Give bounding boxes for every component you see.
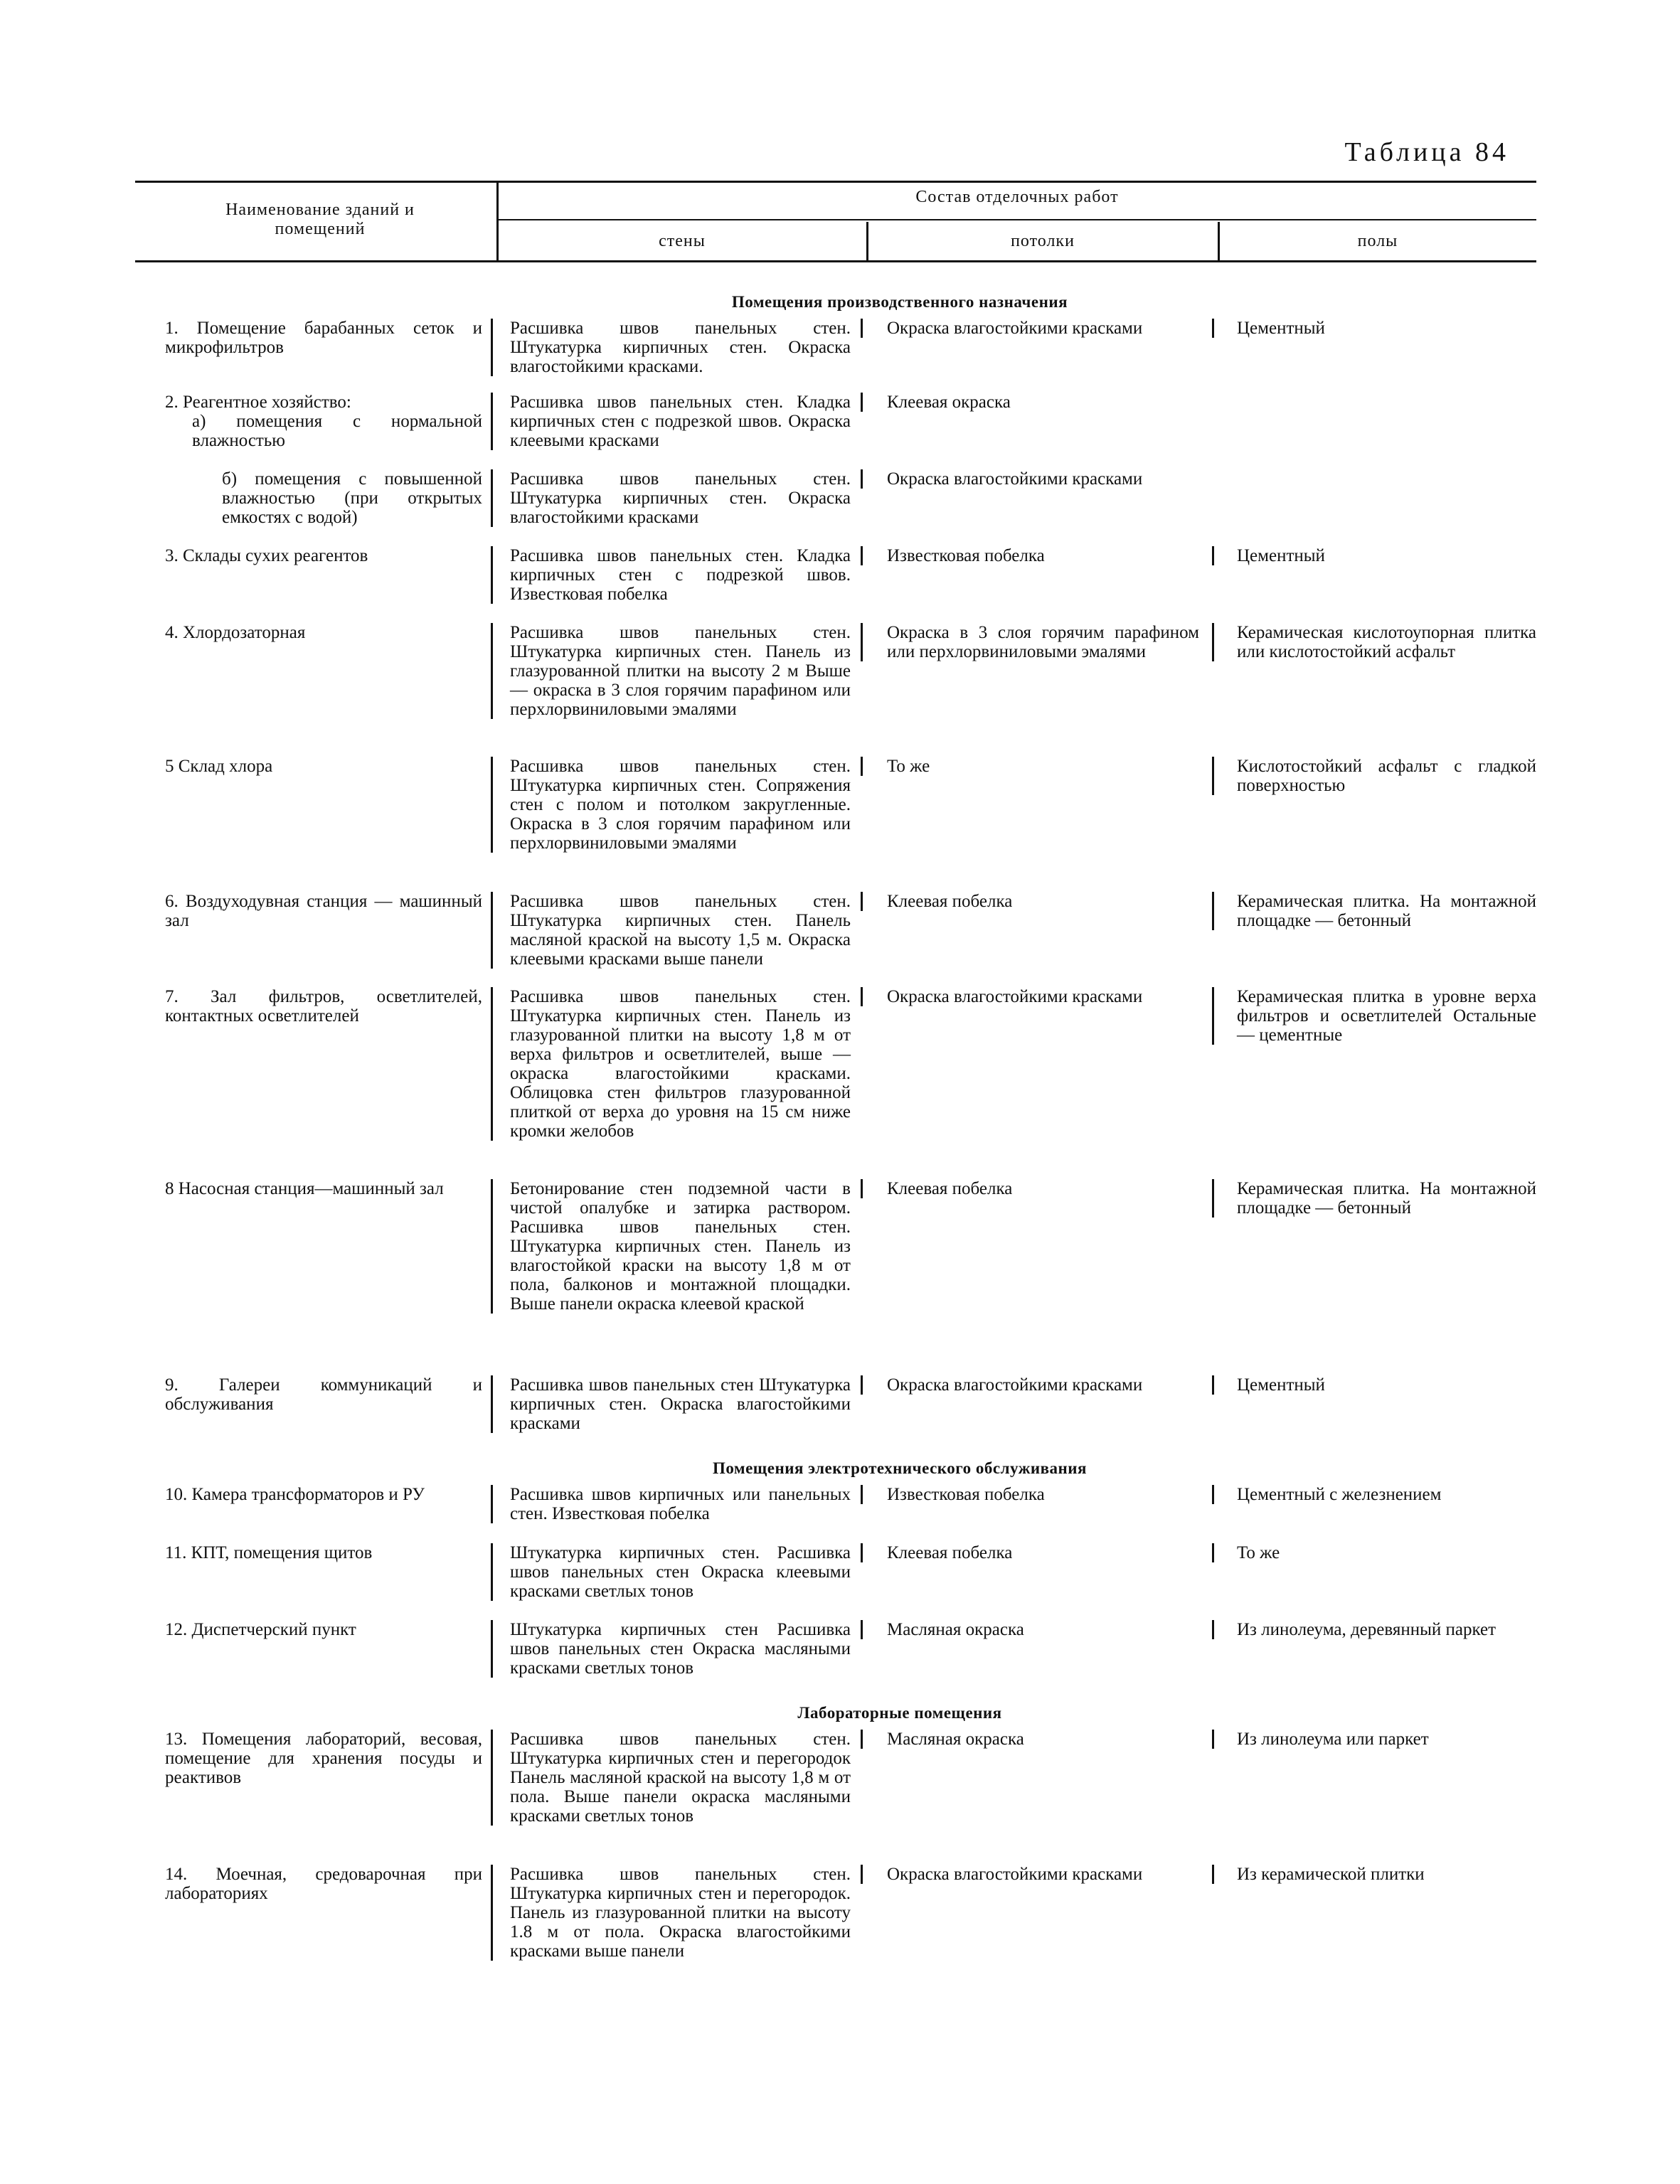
- table-title: Таблица 84: [1344, 137, 1509, 167]
- table-row: [135, 757, 1536, 892]
- table-row: [135, 1179, 1536, 1375]
- room-name: 1. Помещение барабанных сеток и микрофильтров: [165, 319, 482, 357]
- walls-finish: Расшивка швов панельных стен. Штукатурка кирпичных стен. Панель из глазурованной плитки на высоту 2 м Выше — окраска в 3 слоя горячим парафином или перхлорвиниловыми эмалями: [491, 623, 861, 719]
- floors-finish: Кислотостойкий асфальт с гладкой поверхностью: [1212, 757, 1536, 795]
- room-name: 3. Склады сухих реагентов: [165, 546, 368, 565]
- room-name: 7. Зал фильтров, осветлителей, контактных осветлителей: [165, 987, 482, 1026]
- floors-finish: Цементный с железнением: [1212, 1485, 1536, 1504]
- table-row: [135, 892, 1536, 987]
- room-name: 6. Воздуходувная станция — машинный зал: [165, 892, 482, 930]
- table-row: [135, 1865, 1536, 1990]
- floors-finish: Цементный: [1212, 1375, 1536, 1395]
- walls-finish: Расшивка швов панельных стен. Штукатурка кирпичных стен и перегородок. Панель из глазурованной плитки на высоту 1.8 м от пола. Окраска влагостойкими красками выше панели: [491, 1865, 861, 1961]
- walls-finish: Расшивка швов панельных стен. Штукатурка кирпичных стен. Сопряжения стен с полом и потолком закругленные. Окраска в 3 слоя горячим парафином или перхлорвиниловыми эмалями: [491, 757, 861, 853]
- section-title: Помещения электротехнического обслуживания: [712, 1459, 1087, 1477]
- header-walls-column: стены: [659, 232, 706, 250]
- table-row: [135, 319, 1536, 393]
- floors-finish: Керамическая кислотоупорная плитка или кислотостойкий асфальт: [1212, 623, 1536, 661]
- room-name: б) помещения с повышенной влажностью (при открытых емкостях с водой): [222, 469, 482, 527]
- floors-finish: Керамическая плитка. На монтажной площадке — бетонный: [1212, 892, 1536, 930]
- header-floors-column: полы: [1357, 232, 1398, 250]
- floors-finish: Из линолеума или паркет: [1212, 1730, 1536, 1749]
- section-title: Помещения производственного назначения: [731, 293, 1068, 311]
- ceilings-finish: Окраска влагостойкими красками: [861, 987, 1212, 1006]
- ceilings-finish: Клеевая окраска: [861, 393, 1212, 412]
- walls-finish: Бетонирование стен подземной части в чистой опалубке и затирка раствором. Расшивка швов панельных стен. Штукатурка кирпичных стен. Панель из влагостойкой краски на высоту 1,8 м от пола, балконов и монтажной площадки. Выше панели окраска клеевой краской: [491, 1179, 861, 1314]
- walls-finish: Расшивка швов панельных стен. Штукатурка кирпичных стен. Окраска влагостойкими красками: [491, 469, 861, 527]
- room-name: 2. Реагентное хозяйство: а) помещения с нормальной влажностью: [165, 393, 482, 450]
- table-row: [135, 1620, 1536, 1697]
- room-name: 4. Хлордозаторная: [165, 623, 306, 642]
- header-group-column: Состав отделочных работ: [915, 188, 1119, 206]
- room-name: 5 Склад хлора: [165, 757, 273, 776]
- walls-finish: Расшивка швов панельных стен Штукатурка кирпичных стен. Окраска влагостойкими красками: [491, 1375, 861, 1433]
- floors-finish: То же: [1212, 1543, 1536, 1562]
- table-row: [135, 987, 1536, 1179]
- section-title: Лабораторные помещения: [797, 1704, 1002, 1722]
- walls-finish: Расшивка швов панельных стен. Штукатурка кирпичных стен. Панель из глазурованной плитки на высоту 1,8 м от верха фильтров и осветлителей, выше — окраска влагостойкими красками. Облицовка стен фильтров глазурованной плиткой от верха до уровня на 15 см ниже кромки желобов: [491, 987, 861, 1141]
- ceilings-finish: То же: [861, 757, 1212, 776]
- walls-finish: Расшивка швов панельных стен. Штукатурка кирпичных стен и перегородок Панель масляной краской на высоту 1,8 м от пола. Выше панели окраска масляными красками светлых тонов: [491, 1730, 861, 1826]
- ceilings-finish: Масляная окраска: [861, 1730, 1212, 1749]
- header-bottom-rule: [135, 260, 1536, 262]
- table-row: [135, 1543, 1536, 1620]
- table-row: [135, 393, 1536, 469]
- walls-finish: Расшивка швов панельных стен. Кладка кирпичных стен с подрезкой швов. Известковая побелка: [491, 546, 861, 604]
- floors-finish: Из линолеума, деревянный паркет: [1212, 1620, 1536, 1639]
- room-name: 12. Диспетчерский пункт: [165, 1620, 356, 1639]
- ceilings-finish: Масляная окраска: [861, 1620, 1212, 1639]
- header-ceilings-column: потолки: [1011, 232, 1075, 250]
- floors-finish: Керамическая плитка. На монтажной площадке — бетонный: [1212, 1179, 1536, 1218]
- walls-finish: Штукатурка кирпичных стен Расшивка швов панельных стен Окраска масляными красками светлых тонов: [491, 1620, 861, 1678]
- ceilings-finish: Окраска влагостойкими красками: [861, 319, 1212, 338]
- table-row: [135, 469, 1536, 546]
- room-name: 11. КПТ, помещения щитов: [165, 1543, 373, 1562]
- ceilings-finish: Клеевая побелка: [861, 892, 1212, 911]
- table-row: [135, 546, 1536, 623]
- ceilings-finish: Окраска влагостойкими красками: [861, 1375, 1212, 1395]
- ceilings-finish: Окраска в 3 слоя горячим парафином или перхлорвиниловыми эмалями: [861, 623, 1212, 661]
- ceilings-finish: Клеевая побелка: [861, 1179, 1212, 1198]
- ceilings-finish: Клеевая побелка: [861, 1543, 1212, 1562]
- ceilings-finish: Известковая побелка: [861, 1485, 1212, 1504]
- ceilings-finish: Окраска влагостойкими красками: [861, 469, 1212, 489]
- floors-finish: Цементный: [1212, 546, 1536, 565]
- floors-finish: Из керамической плитки: [1212, 1865, 1536, 1884]
- room-name: 13. Помещения лабораторий, весовая, помещение для хранения посуды и реактивов: [165, 1730, 482, 1787]
- table-body: [135, 286, 1536, 1990]
- walls-finish: Штукатурка кирпичных стен. Расшивка швов панельных стен Окраска клеевыми красками светлых тонов: [491, 1543, 861, 1601]
- header-top-rule: [135, 181, 1536, 183]
- table-row: [135, 1375, 1536, 1452]
- table-row: [135, 623, 1536, 757]
- ceilings-finish: Известковая побелка: [861, 546, 1212, 565]
- table-row: [135, 1730, 1536, 1865]
- walls-finish: Расшивка швов кирпичных или панельных стен. Известковая побелка: [491, 1485, 861, 1523]
- floors-finish: Керамическая плитка в уровне верха фильтров и осветлителей Остальные — цементные: [1212, 987, 1536, 1045]
- walls-finish: Расшивка швов панельных стен. Штукатурка кирпичных стен. Окраска влагостойкими красками.: [491, 319, 861, 376]
- header-name-column: Наименование зданий и помещений: [225, 201, 415, 238]
- header-mid-rule: [498, 219, 1536, 220]
- room-name: 9. Галереи коммуникаций и обслуживания: [165, 1375, 482, 1414]
- walls-finish: Расшивка швов панельных стен. Штукатурка кирпичных стен. Панель масляной краской на высоту 1,5 м. Окраска клеевыми красками выше панели: [491, 892, 861, 969]
- table-row: [135, 1485, 1536, 1543]
- room-name: 8 Насосная станция—машинный зал: [165, 1179, 444, 1198]
- room-name: 14. Моечная, средоварочная при лабораториях: [165, 1865, 482, 1903]
- walls-finish: Расшивка швов панельных стен. Кладка кирпичных стен с подрезкой швов. Окраска клеевыми красками: [491, 393, 861, 450]
- ceilings-finish: Окраска влагостойкими красками: [861, 1865, 1212, 1884]
- floors-finish: Цементный: [1212, 319, 1536, 338]
- room-name: 10. Камера трансформаторов и РУ: [165, 1485, 425, 1504]
